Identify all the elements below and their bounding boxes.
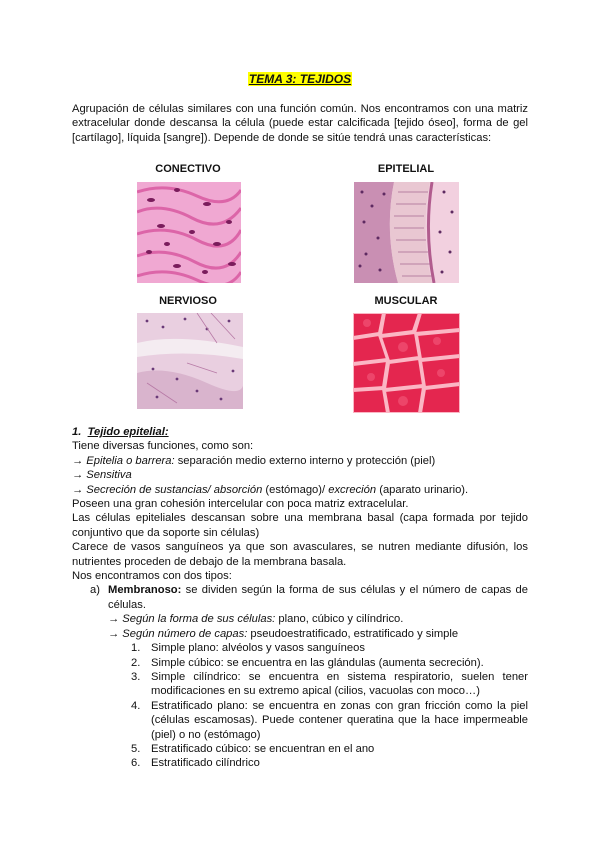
subtype-item: → Según la forma de sus células: plano, cúbico y cilíndrico. — [108, 613, 404, 626]
list-item: 5. Estratificado cúbico: se encuentran en el ano — [131, 742, 375, 755]
type-a-item: a) Membranoso: se dividen según la forma de sus células y el número de capas de células. — [90, 584, 528, 611]
paragraph: Poseen una gran cohesión intercelular con poca matriz extracelular. — [72, 498, 409, 511]
numbered-list — [72, 641, 528, 771]
label-epitelial: EPITELIAL — [377, 163, 435, 175]
label-muscular: MUSCULAR — [374, 295, 438, 307]
function-item: → Sensitiva — [72, 469, 132, 482]
list-item: 1. Simple plano: alvéolos y vasos sanguíneos — [131, 642, 365, 655]
intro-paragraph: Agrupación de células similares con una función común. Nos encontramos con una matriz extracelular donde descansa la célula (puede estar calcificada [tejido óseo], forma de gel [cartílago], líquida [sangre]). Depende de donde se sitúe tendrá unas características: — [72, 103, 528, 144]
paragraph: Las células epiteliales descansan sobre una membrana basal (capa formada por tejido conjuntivo que da soporte sin células) — [72, 512, 528, 539]
paragraph: Carece de vasos sanguíneos ya que son avasculares, se nutren mediante difusión, los nutrientes proceden de debajo de la membrana basala. — [72, 541, 528, 568]
section-heading: 1. Tejido epitelial: — [72, 426, 169, 438]
list-item: 6. Estratificado cilíndrico — [131, 757, 260, 770]
function-item: → Secreción de sustancias/ absorción (estómago)/ excreción (aparato urinario). — [72, 483, 469, 496]
functions-intro: Tiene diversas funciones, como son: — [72, 440, 254, 453]
label-conectivo: CONECTIVO — [155, 163, 221, 175]
page-title: TEMA 3: TEJIDOS — [248, 72, 352, 86]
list-item: 3. Simple cilíndrico: se encuentra en sistema respiratorio, suelen tener modificaciones en su extremo apical (cilios, vacuolas con moco…) — [131, 670, 528, 698]
label-nervioso: NERVIOSO — [159, 295, 217, 307]
section-tejido-epitelial — [72, 425, 528, 771]
list-item: 4. Estratificado plano: se encuentra en zonas con gran fricción como la piel (células escamosas). Puede contener queratina que la hace impermeable (piel) o no (estómago) — [131, 699, 528, 741]
muscular-tissue-image — [353, 313, 460, 413]
function-item: → Epitelia o barrera: separación medio externo interno y protección (piel) — [72, 454, 436, 467]
subtype-item: → Según número de capas: pseudoestratificado, estratificado y simple — [108, 627, 459, 640]
nervioso-tissue-image — [137, 313, 243, 409]
epitelial-tissue-image — [354, 182, 459, 283]
list-item: 2. Simple cúbico: se encuentra en las glándulas (aumenta secreción). — [131, 656, 484, 669]
conectivo-tissue-image — [137, 182, 241, 283]
paragraph: Nos encontramos con dos tipos: — [72, 570, 232, 583]
